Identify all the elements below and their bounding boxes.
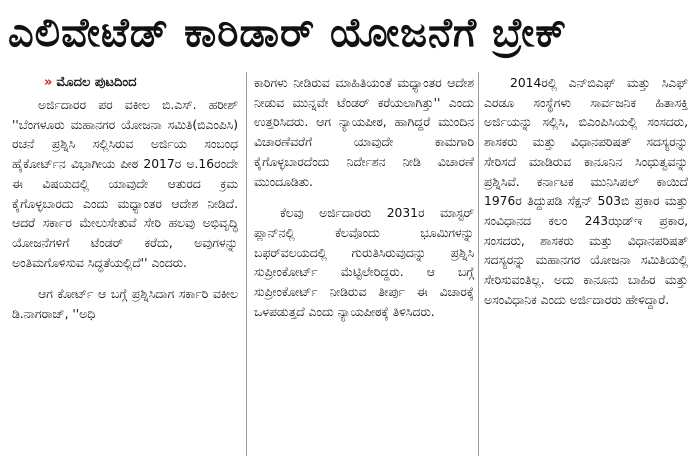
column-divider bbox=[478, 72, 479, 456]
column-divider bbox=[246, 72, 247, 456]
paragraph: ಆಗ ಕೋರ್ಟ್ ಆ ಬಗ್ಗೆ ಪ್ರಶ್ನಿಸಿದಾಗ ಸರ್ಕಾರಿ ವಕೀಲ ಡಿ.ನಾಗರಾಜ್, ''ಅಧಿ bbox=[12, 287, 238, 322]
paragraph: 2014ರಲ್ಲಿ ಎನ್‌ಬಿಎಫ್ ಮತ್ತು ಸಿಎಫ್ ಎರಡೂ ಸಂಸ್ಥೆಗಳು ಸಾರ್ವಜನಿಕ ಹಿತಾಸಕ್ತಿ ಅರ್ಜಿಯನ್ನು ಸಲ್ಲಿಸಿ, ಬಿಎಂಪಿಸಿಯಲ್ಲಿ ಸಂಸದರು, ಶಾಸಕರು ಮತ್ತು ವಿಧಾನಪರಿಷತ್ ಸದಸ್ಯರನ್ನು ಸೇರಿಸದೆ ಮಾಡಿರುವ ಕಾನೂನಿನ ಸಿಂಧುತ್ವವನ್ನು ಪ್ರಶ್ನಿಸಿವೆ. ಕರ್ನಾಟಕ ಮುನಿಸಿಪಲ್ ಕಾಯಿದೆ 1976ರ ತಿದ್ದುಪಡಿ ಸೆಕ್ಷನ್ 503ಬಿ ಪ್ರಕಾರ ಮತ್ತು ಸಂವಿಧಾನದ ಕಲಂ 243ಝಡ್‌ಇ ಪ್ರಕಾರ, ಸಂಸದರು, ಶಾಸಕರು ಮತ್ತು ವಿಧಾನಪರಿಷತ್ ಸದಸ್ಯರನ್ನು ಮಹಾನಗರ ಯೋಜನಾ ಸಮಿತಿಯಲ್ಲಿ ಸೇರಿಸುವಂತಿಲ್ಲ. ಅದು ಕಾನೂನು ಬಾಹಿರ ಮತ್ತು ಅಸಂವಿಧಾನಿಕ ಎಂದು ಅರ್ಜಿದಾರರು ಹೇಳಿದ್ದಾರೆ. bbox=[484, 76, 688, 307]
kicker-label: ಮೊದಲ ಪುಟದಿಂದ bbox=[56, 75, 137, 90]
paragraph: ಕೆಲವು ಅರ್ಜಿದಾರರು 2031ರ ಮಾಸ್ಟರ್ ಪ್ಲಾನ್‌ನಲ್ಲಿ ಕೆಲವೊಂದು ಭೂಮಿಗಳನ್ನು ಬಫರ್‌ವಲಯದಲ್ಲಿ ಗುರುತಿಸಿರುವುದನ್ನು ಪ್ರಶ್ನಿಸಿ ಸುಪ್ರೀಂಕೋರ್ಟ್ ಮೆಟ್ಟಿಲೇರಿದ್ದರು. ಆ ಬಗ್ಗೆ ಸುಪ್ರೀಂಕೋರ್ಟ್ ನೀಡಿರುವ ತೀರ್ಪು ಈ ವಿಚಾರಕ್ಕೆ ಒಳಪಡುತ್ತದೆ ಎಂದು ನ್ಯಾಯಪೀಠಕ್ಕೆ ತಿಳಿಸಿದರು. bbox=[254, 206, 474, 319]
paragraph: ಅರ್ಜಿದಾರರ ಪರ ವಕೀಲ ಬಿ.ಎಸ್. ಹರೀಶ್ ''ಬೆಂಗಳೂರು ಮಹಾನಗರ ಯೋಜನಾ ಸಮಿತಿ(ಬಿಎಂಪಿಸಿ) ರಚನೆ ಪ್ರಶ್ನಿಸಿ ಸಲ್ಲಿಸಿರುವ ಅರ್ಜಿಯ ಸಂಬಂಧ ಹೈಕೋರ್ಟ್‌ನ ವಿಭಾಗೀಯ ಪೀಠ 2017ರ ಅ.16ರಂದೇ ಈ ವಿಷಯದಲ್ಲಿ ಯಾವುದೇ ಆತುರದ ಕ್ರಮ ಕೈಗೊಳ್ಳಬಾರದು ಎಂದು ಮಧ್ಯಾಂತರ ಆದೇಶ ನೀಡಿದೆ. ಆದರೆ ಸರ್ಕಾರ ಮೇಲುಸೇತುವೆ ಸೇರಿ ಹಲವು ಅಭಿವೃದ್ಧಿ ಯೋಜನೆಗಳಿಗೆ ಟೆಂಡರ್ ಕರೆದು, ಅವುಗಳನ್ನು ಅಂತಿಮಗೊಳಿಸುವ ಸಿದ್ಧತೆಯಲ್ಲಿದೆ'' ಎಂದರು. bbox=[12, 98, 238, 270]
article-column-2 bbox=[254, 74, 474, 454]
headline: ಎಲಿವೇಟೆಡ್ ಕಾರಿಡಾರ್ ಯೋಜನೆಗೆ ಬ್ರೇಕ್ bbox=[8, 10, 568, 56]
article-column-3 bbox=[484, 74, 688, 454]
article-column-1 bbox=[12, 96, 238, 456]
paragraph: ಕಾರಿಗಳು ನೀಡಿರುವ ಮಾಹಿತಿಯಂತೆ ಮಧ್ಯಾಂತರ ಆದೇಶ ನೀಡುವ ಮುನ್ನವೇ ಟೆಂಡರ್ ಕರೆಯಲಾಗಿತ್ತು'' ಎಂದು ಉತ್ತರಿಸಿದರು. ಆಗ ನ್ಯಾಯಪೀಠ, ಹಾಗಿದ್ದರೆ ಮುಂದಿನ ವಿಚಾರಣೆವರೆಗೆ ಯಾವುದೇ ಕಾಮಗಾರಿ ಕೈಗೊಳ್ಳಬಾರದೆಂದು ನಿರ್ದೇಶನ ನೀಡಿ ವಿಚಾರಣೆ ಮುಂದೂಡಿತು. bbox=[254, 76, 474, 189]
continued-from-kicker bbox=[44, 74, 244, 92]
double-chevron-icon: » bbox=[44, 75, 53, 90]
